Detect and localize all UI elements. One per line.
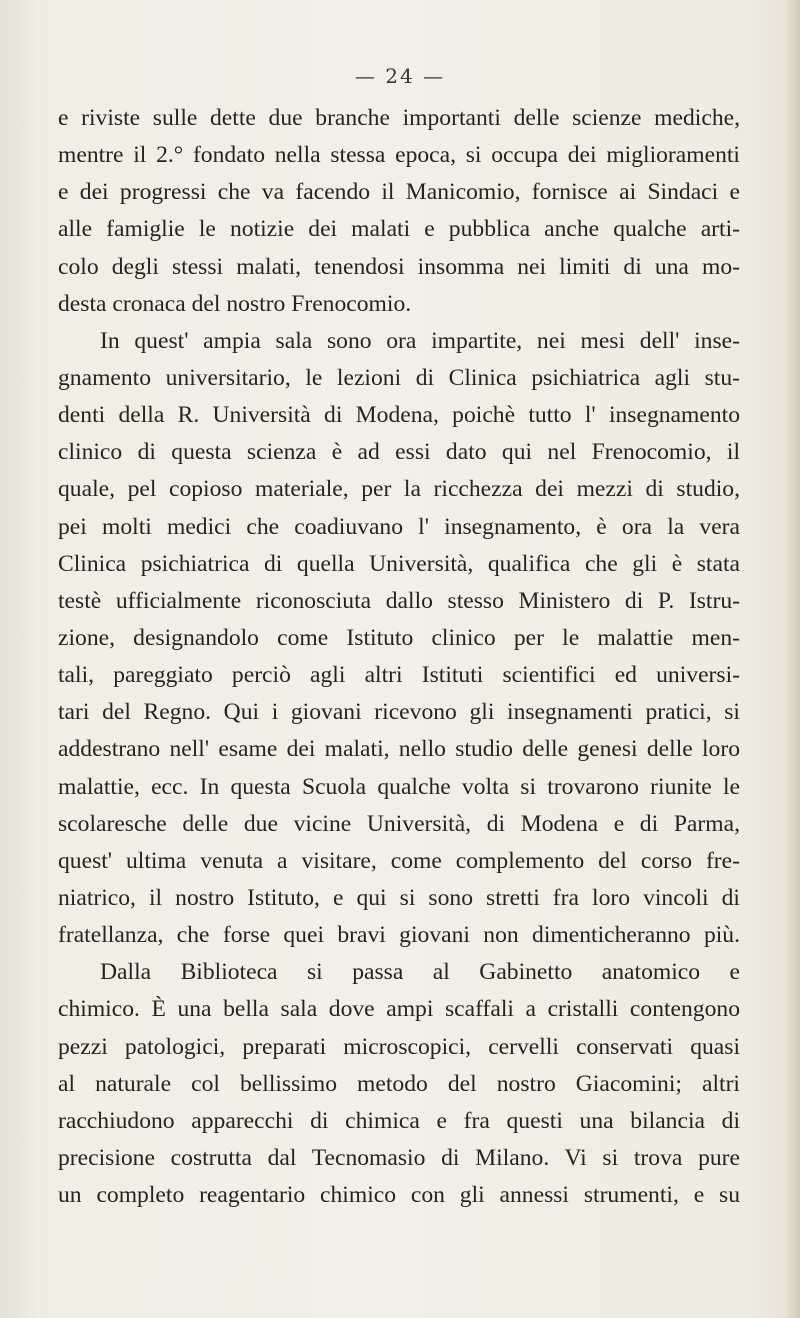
text-line: colo degli stessi malati, tenendosi insomma nei limiti di una mo- [58, 253, 740, 280]
text-line: testè ufficialmente riconosciuta dallo stesso Ministero di P. Istru- [58, 587, 740, 614]
text-line: chimico. È una bella sala dove ampi scaffali a cristalli contengono [58, 996, 740, 1023]
text-line: Clinica psichiatrica di quella Università, qualifica che gli è stata [58, 550, 740, 577]
text-line: tali, pareggiato perciò agli altri Istituti scientifici ed universi- [58, 662, 740, 689]
text-line: quest' ultima venuta a visitare, come complemento del corso fre- [58, 847, 740, 874]
text-line: denti della R. Università di Modena, poichè tutto l' insegnamento [58, 402, 740, 429]
text-line: fratellanza, che forse quei bravi giovani non dimenticheranno più. [58, 922, 740, 949]
text-line: pei molti medici che coadiuvano l' insegnamento, è ora la vera [58, 513, 740, 540]
text-line: In quest' ampia sala sono ora impartite, nei mesi dell' inse- [100, 327, 740, 354]
text-line: mentre il 2.° fondato nella stessa epoca, si occupa dei miglioramenti [58, 142, 740, 169]
text-line: addestrano nell' esame dei malati, nello studio delle genesi delle loro [58, 736, 740, 763]
text-line: un completo reagentario chimico con gli annessi strumenti, e su [58, 1182, 740, 1209]
text-line: malattie, ecc. In questa Scuola qualche volta si trovarono riunite le [58, 773, 740, 800]
text-line: gnamento universitario, le lezioni di Clinica psichiatrica agli stu- [58, 364, 740, 391]
text-line: clinico di questa scienza è ad essi dato qui nel Frenocomio, il [58, 439, 740, 466]
text-line: zione, designandolo come Istituto clinico per le malattie men- [58, 624, 740, 651]
text-line: desta cronaca del nostro Frenocomio. [58, 290, 412, 317]
text-line: precisione costrutta dal Tecnomasio di Milano. Vi si trova pure [58, 1144, 740, 1171]
text-line: al naturale col bellissimo metodo del nostro Giacomini; altri [58, 1070, 740, 1097]
page-number: — 24 — [354, 64, 446, 88]
text-line: scolaresche delle due vicine Università, di Modena e di Parma, [58, 810, 740, 837]
text-line: racchiudono apparecchi di chimica e fra questi una bilancia di [58, 1107, 740, 1134]
text-line: niatrico, il nostro Istituto, e qui si sono stretti fra loro vincoli di [58, 884, 740, 911]
text-line: tari del Regno. Qui i giovani ricevono gli insegnamenti pratici, si [58, 699, 740, 726]
text-line: e riviste sulle dette due branche importanti delle scienze mediche, [58, 105, 740, 131]
text-line: pezzi patologici, preparati microscopici, cervelli conservati quasi [58, 1033, 740, 1060]
body-text [58, 100, 740, 1214]
text-line: e dei progressi che va facendo il Manicomio, fornisce ai Sindaci e [58, 179, 740, 206]
text-line: Dalla Biblioteca si passa al Gabinetto anatomico e [100, 959, 740, 986]
text-line: alle famiglie le notizie dei malati e pubblica anche qualche arti- [58, 216, 740, 243]
text-line: quale, pel copioso materiale, per la ricchezza dei mezzi di studio, [58, 476, 740, 503]
